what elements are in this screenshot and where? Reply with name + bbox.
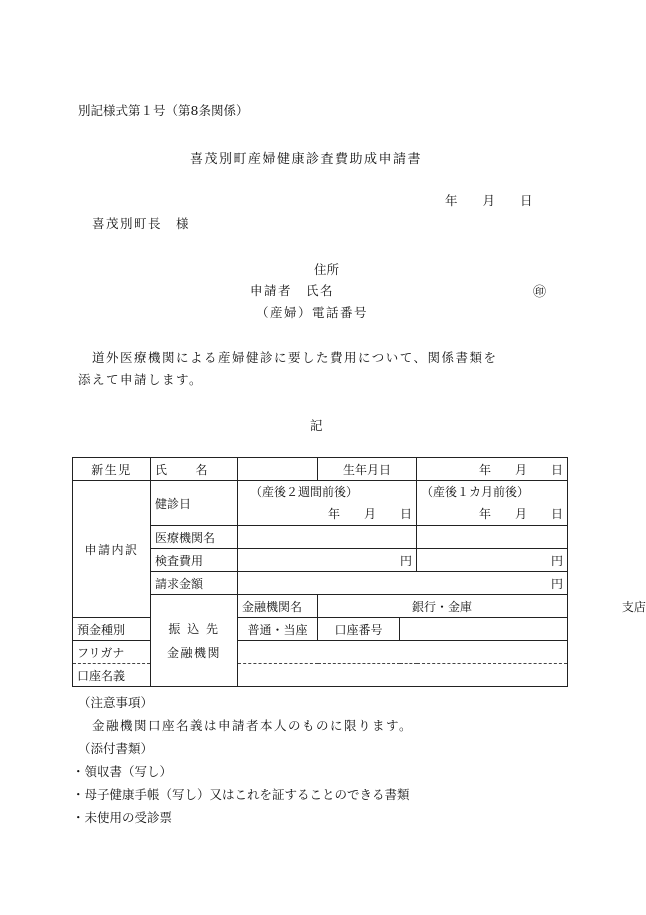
institution-label: 医療機関名 <box>151 526 238 549</box>
bank-name-label: 金融機関名 <box>238 595 318 618</box>
attachments-heading: （添付書類） <box>78 741 154 756</box>
transfer-destination-label <box>151 595 238 687</box>
birthdate-label: 生年月日 <box>318 458 417 481</box>
ki-label: 記 <box>310 418 323 433</box>
attachment-item: ・領収書（写し） <box>72 764 173 779</box>
seal-mark: ㊞ <box>533 285 547 300</box>
claim-amount-label: 請求金額 <box>151 572 238 595</box>
form-number: 別記様式第１号（第8条関係） <box>78 103 249 118</box>
checkup-date-label: 健診日 <box>151 481 238 526</box>
checkup-date-2-ymd: 年 月 日 <box>479 507 564 521</box>
newborn-label: 新生児 <box>73 458 151 481</box>
furigana-field[interactable] <box>238 641 568 664</box>
branch-label: 支店 <box>621 599 646 614</box>
bank-types: 銀行・金庫 <box>411 599 472 614</box>
account-type-options[interactable]: 普通・当座 <box>238 618 318 641</box>
transfer-label-line-1: 振 込 先 <box>168 621 220 636</box>
account-number-label: 口座番号 <box>318 618 400 641</box>
newborn-name-field[interactable] <box>238 458 318 481</box>
exam-cost-label: 検査費用 <box>151 549 238 572</box>
address-label: 住所 <box>314 262 340 277</box>
checkup-date-2-field[interactable] <box>417 481 568 526</box>
account-type-label: 預金種別 <box>73 618 151 641</box>
checkup-date-row <box>73 481 568 526</box>
account-type-row <box>73 618 568 641</box>
applicant-name-label: 申請者 氏名 <box>250 283 335 298</box>
account-holder-label: 口座名義 <box>73 664 151 687</box>
bank-name-field[interactable] <box>318 595 646 618</box>
addressee: 喜茂別町長 様 <box>92 216 191 231</box>
claim-amount-field[interactable]: 円 <box>238 572 568 595</box>
furigana-label: フリガナ <box>73 641 151 664</box>
application-table <box>72 457 646 687</box>
birthdate-field[interactable]: 年 月 日 <box>417 458 568 481</box>
attachment-item: ・母子健康手帳（写し）又はこれを証することのできる書類 <box>72 787 410 802</box>
body-line-2: 添えて申請します。 <box>78 372 204 387</box>
caution-text: 金融機関口座名義は申請者本人のものに限ります。 <box>92 718 414 733</box>
account-number-field[interactable] <box>400 618 568 641</box>
exam-cost-field-1[interactable]: 円 <box>238 549 417 572</box>
newborn-row <box>73 458 568 481</box>
date-line: 年 月 日 <box>445 193 533 208</box>
institution-field-1[interactable] <box>238 526 417 549</box>
caution-heading: （注意事項） <box>78 695 154 710</box>
institution-field-2[interactable] <box>417 526 568 549</box>
furigana-row <box>73 641 568 664</box>
checkup-date-1-ymd: 年 月 日 <box>328 507 413 521</box>
exam-cost-field-2[interactable]: 円 <box>417 549 568 572</box>
one-month-label: （産後１カ月前後） <box>421 485 530 499</box>
checkup-date-1-field[interactable] <box>238 481 417 526</box>
application-details-label: 申請内訳 <box>73 481 151 618</box>
two-weeks-label: （産後２週間前後） <box>250 485 359 499</box>
account-holder-field[interactable] <box>238 664 568 687</box>
account-holder-row <box>73 664 568 687</box>
body-line-1: 道外医療機関による産婦健診に要した費用について、関係書類を <box>92 350 498 365</box>
attachment-item: ・未使用の受診票 <box>72 810 173 825</box>
transfer-label-line-2: 金融機関 <box>166 645 221 660</box>
form-title: 喜茂別町産婦健康診査費助成申請書 <box>190 152 423 167</box>
name-label: 氏 名 <box>151 458 238 481</box>
phone-label: （産婦）電話番号 <box>256 305 369 320</box>
